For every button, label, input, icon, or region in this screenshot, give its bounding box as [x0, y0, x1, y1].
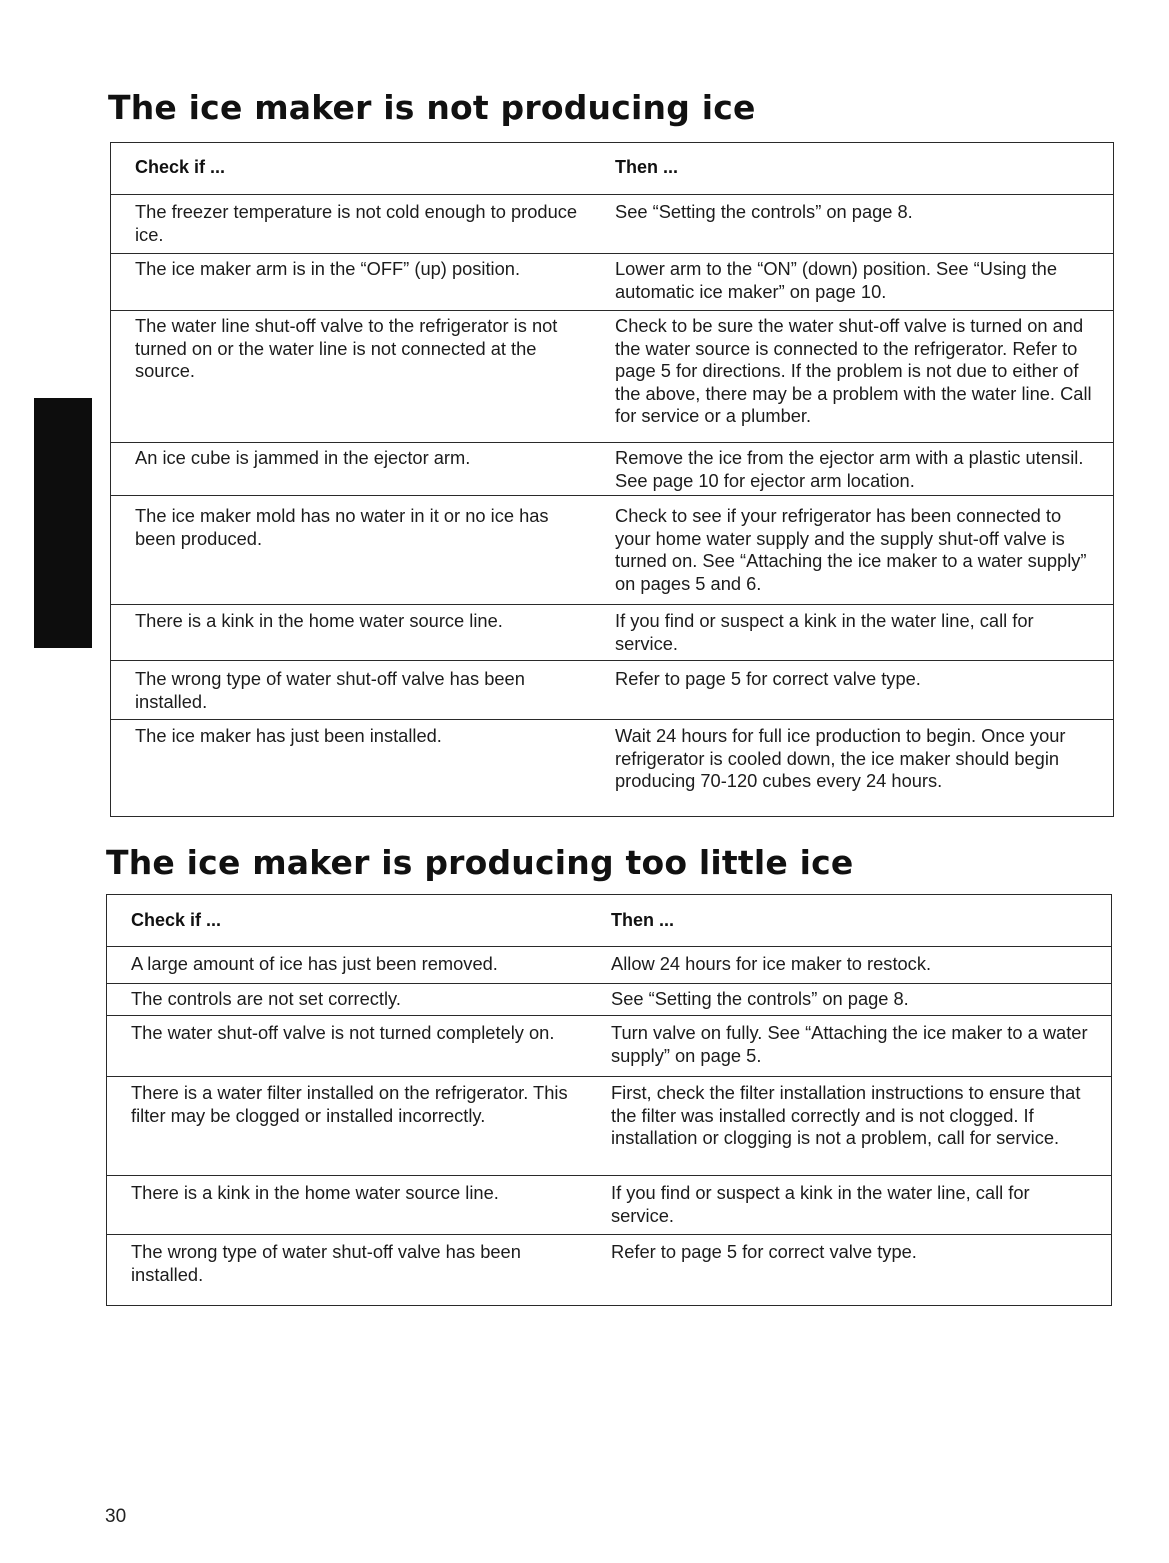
column-header-then: Then ... — [611, 910, 674, 930]
troubleshooting-table-too-little-ice — [106, 894, 1112, 1306]
table-row — [111, 310, 1113, 443]
check-if-cell: There is a kink in the home water source line. — [131, 1182, 499, 1203]
check-if-cell: A large amount of ice has just been removed. — [131, 953, 498, 974]
table-row — [107, 983, 1111, 1016]
section-tab-marker — [34, 398, 92, 648]
then-cell: Refer to page 5 for correct valve type. — [615, 668, 921, 689]
check-if-cell: There is a water filter installed on the refrigerator. This filter may be clogged or installed incorrectly. — [131, 1082, 568, 1126]
check-if-cell: The freezer temperature is not cold enough to produce ice. — [135, 201, 578, 245]
troubleshooting-table-not-producing-ice — [110, 142, 1114, 817]
table-row — [107, 1175, 1111, 1235]
check-if-cell: The ice maker has just been installed. — [135, 725, 442, 746]
table-row — [107, 946, 1111, 984]
table-row — [107, 1015, 1111, 1077]
column-header-check-if: Check if ... — [131, 910, 222, 930]
then-cell: Turn valve on fully. See “Attaching the ice maker to a water supply” on page 5. — [611, 1022, 1088, 1066]
check-if-cell: The wrong type of water shut-off valve has been installed. — [135, 668, 525, 712]
then-cell: If you find or suspect a kink in the water line, call for service. — [611, 1182, 1030, 1226]
section-title-not-producing-ice: The ice maker is not producing ice — [108, 88, 756, 127]
table-row — [111, 660, 1113, 720]
then-cell: Allow 24 hours for ice maker to restock. — [611, 953, 932, 974]
section-title-producing-too-little-ice: The ice maker is producing too little ice — [106, 843, 854, 882]
table-header-row — [111, 156, 1113, 196]
table-row — [111, 194, 1113, 254]
then-cell: If you find or suspect a kink in the water line, call for service. — [615, 610, 1034, 654]
then-cell: See “Setting the controls” on page 8. — [615, 201, 913, 222]
then-cell: See “Setting the controls” on page 8. — [611, 988, 909, 1009]
then-cell: Lower arm to the “ON” (down) position. See “Using the automatic ice maker” on page 10. — [615, 258, 1057, 302]
page-number: 30 — [105, 1506, 127, 1527]
check-if-cell: The water shut-off valve is not turned completely on. — [131, 1022, 555, 1043]
column-header-check-if: Check if ... — [135, 157, 226, 177]
check-if-cell: The water line shut-off valve to the refrigerator is not turned on or the water line is not connected at the source. — [135, 315, 558, 381]
table-row — [111, 253, 1113, 311]
then-cell: Wait 24 hours for full ice production to begin. Once your refrigerator is cooled down, the ice maker should begin producing 70-120 cubes every 24 hours. — [615, 725, 1066, 791]
table-header-row — [107, 909, 1111, 949]
then-cell: First, check the filter installation instructions to ensure that the filter was installed correctly and is not clogged. If installation or clogging is not a problem, call for service. — [611, 1082, 1081, 1148]
table-row — [107, 1076, 1111, 1176]
check-if-cell: There is a kink in the home water source line. — [135, 610, 503, 631]
table-row — [111, 495, 1113, 604]
table-row — [111, 719, 1113, 816]
check-if-cell: The ice maker mold has no water in it or no ice has been produced. — [135, 505, 549, 549]
check-if-cell: An ice cube is jammed in the ejector arm. — [135, 447, 471, 468]
check-if-cell: The ice maker arm is in the “OFF” (up) position. — [135, 258, 521, 279]
then-cell: Refer to page 5 for correct valve type. — [611, 1241, 917, 1262]
then-cell: Remove the ice from the ejector arm with a plastic utensil. See page 10 for ejector arm location. — [615, 447, 1084, 491]
then-cell: Check to be sure the water shut-off valve is turned on and the water source is connected to the refrigerator. Refer to page 5 for directions. If the problem is not due to either of the above, there may be a problem with the water line. Call for service or a plumber. — [615, 315, 1092, 426]
table-row — [111, 442, 1113, 495]
column-header-then: Then ... — [615, 157, 678, 177]
check-if-cell: The wrong type of water shut-off valve has been installed. — [131, 1241, 521, 1285]
table-row — [107, 1234, 1111, 1304]
check-if-cell: The controls are not set correctly. — [131, 988, 401, 1009]
table-row — [111, 604, 1113, 660]
then-cell: Check to see if your refrigerator has been connected to your home water supply and the supply shut-off valve is turned on. See “Attaching the ice maker to a water supply” on pages 5 and 6. — [615, 505, 1087, 594]
